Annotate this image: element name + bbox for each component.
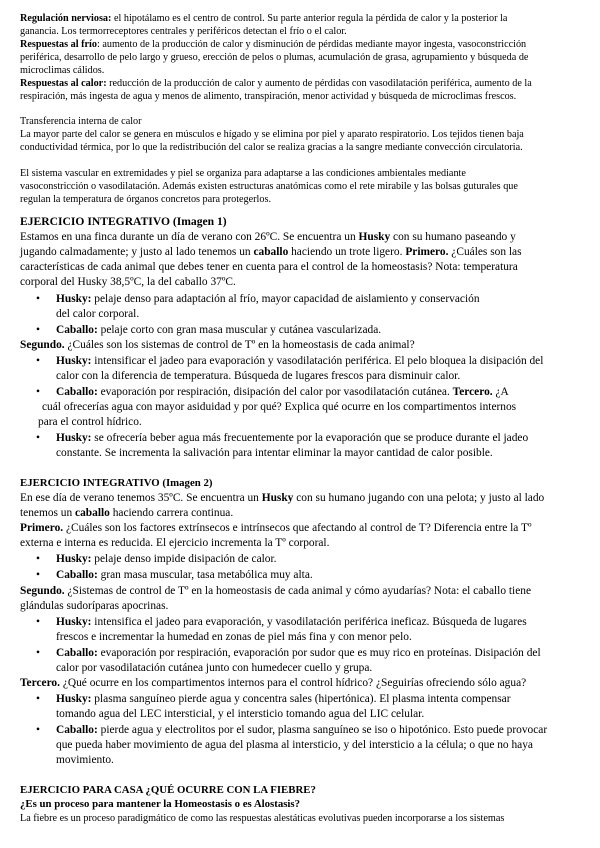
text-line: jugando calmadamente; y justo al lado tenemos un caballo haciendo un trote ligero. Primero. ¿Cuáles son las — [20, 246, 522, 258]
text-line: respiración, más ingesta de agua y menos de alimento, transpiración, menor actividad y búsqueda de microclimas frescos. — [20, 91, 517, 102]
bullet-icon: • — [36, 724, 40, 736]
text-line: Respuestas al calor: reducción de la producción de calor y aumento de pérdidas con vasodilatación periférica, aumento de la — [20, 78, 532, 89]
exercise-heading: EJERCICIO INTEGRATIVO (Imagen 1) — [20, 215, 227, 228]
text-line: externa e interna es reducida. El ejercicio incrementa la Tº corporal. — [20, 537, 330, 549]
section-title: Transferencia interna de calor — [20, 116, 142, 127]
text-line: La fiebre es un proceso paradigmático de como las respuestas alestáticas evolutivas pueden incorporarse a los sistemas — [20, 813, 505, 824]
list-item-continuation: frescos e incrementar la humedad en zonas de piel más fina y con menor pelo. — [56, 631, 412, 643]
text-line: Tercero. ¿Qué ocurre en los compartimentos internos para el control hídrico? ¿Seguirías ofreciendo sólo agua? — [20, 677, 527, 689]
text-line: conductividad térmica, por lo que la redistribución del calor se realiza gracias a la sangre mediante convección circulatoria. — [20, 142, 523, 153]
list-item-continuation: del calor corporal. — [56, 308, 140, 320]
bullet-icon: • — [36, 569, 40, 581]
list-item: Husky: se ofrecería beber agua más frecuentemente por la evaporación que se produce durante el jadeo — [56, 432, 529, 444]
text-line: vasoconstricción o vasodilatación. Además existen estructuras anatómicas como el rete mirabile y las bolsas guturales que — [20, 181, 518, 192]
text-line: Segundo. ¿Sistemas de control de Tº en la homeostasis de cada animal y cómo ayudarías? Nota: el caballo tiene — [20, 585, 532, 597]
text-line: En ese día de verano tenemos 35ºC. Se encuentra un Husky con su humano jugando con una pelota; y justo al lado — [20, 492, 545, 504]
bullet-icon: • — [36, 432, 40, 444]
text-line: El sistema vascular en extremidades y piel se organiza para adaptarse a las condiciones ambientales mediante — [20, 168, 466, 179]
list-item-continuation: calor por vasodilatación cutánea junto con humedecer cuello y grupa. — [56, 662, 373, 674]
list-item-continuation: calor con la diferencia de temperatura. Búsqueda de lugares frescos para disminuir calor. — [56, 370, 461, 382]
exercise-heading: EJERCICIO PARA CASA ¿QUÉ OCURRE CON LA FIEBRE? — [20, 784, 316, 796]
bullet-icon: • — [36, 324, 40, 336]
list-item: Caballo: evaporación por respiración, evaporación por sudor que es muy rico en proteínas. Disipación del — [56, 647, 541, 659]
bullet-icon: • — [36, 386, 40, 398]
text-line: La mayor parte del calor se genera en músculos e hígado y se elimina por piel y aparato respiratorio. Los tejidos tienen baja — [20, 129, 524, 140]
text-line: tenemos un caballo haciendo carrera continua. — [20, 507, 234, 519]
bullet-icon: • — [36, 355, 40, 367]
list-item-continuation: tomando agua del LEC intersticial, y el intersticio tomando agua del LIC celular. — [56, 708, 425, 720]
list-item: Husky: pelaje denso para adaptación al frío, mayor capacidad de aislamiento y conservación — [56, 293, 480, 305]
text-line: regulan la temperatura de órganos concretos para protegerlos. — [20, 194, 271, 205]
text-line: glándulas sudoríparas apocrinas. — [20, 600, 169, 612]
text-line: Estamos en una finca durante un día de verano con 26ºC. Se encuentra un Husky con su humano paseando y — [20, 231, 516, 243]
text-line: Respuestas al frío: aumento de la producción de calor y disminución de pérdidas mediante mayor ingesta, vasoconstricción — [20, 39, 527, 50]
text-line: características de cada animal que debes tener en cuenta para el control de la homeostasis? Nota: temperatura — [20, 261, 518, 273]
list-item: Husky: pelaje denso impide disipación de calor. — [56, 553, 277, 565]
exercise-heading: EJERCICIO INTEGRATIVO (Imagen 2) — [20, 477, 213, 489]
bullet-icon: • — [36, 693, 40, 705]
list-item: Caballo: pelaje corto con gran masa muscular y cutánea vascularizada. — [56, 324, 382, 336]
list-item: Husky: plasma sanguíneo pierde agua y concentra sales (hipertónica). El plasma intenta compensar — [56, 693, 511, 705]
text-line: Primero. ¿Cuáles son los factores extrínsecos e intrínsecos que afectando al control de T? Diferencia entre la Tº — [20, 522, 532, 534]
text-line: cuál ofrecerías agua con mayor asiduidad y por qué? Explica qué ocurre en los compartimentos internos — [42, 401, 517, 413]
text-line: Segundo. ¿Cuáles son los sistemas de control de Tº en la homeostasis de cada animal? — [20, 339, 415, 351]
exercise-subheading: ¿Es un proceso para mantener la Homeostasis o es Alostasis? — [20, 798, 301, 810]
bold-term: Regulación nerviosa: — [20, 13, 112, 24]
list-item: Husky: intensifica el jadeo para evaporación, y vasodilatación periférica ineficaz. Búsqueda de lugares — [56, 616, 527, 628]
list-item: Caballo: evaporación por respiración, disipación del calor por vasodilatación cutánea. Tercero. ¿A — [56, 386, 509, 398]
text-line: corporal del Husky 38,5ºC, la del caballo 37ºC. — [20, 276, 236, 288]
list-item-continuation: movimiento. — [56, 754, 114, 766]
bold-term: Respuestas al frío — [20, 39, 97, 50]
list-item-continuation: constante. Se incrementa la salivación para intentar eliminar la mayor cantidad de calor posible. — [56, 447, 493, 459]
list-item: Caballo: gran masa muscular, tasa metabólica muy alta. — [56, 569, 313, 581]
bullet-icon: • — [36, 647, 40, 659]
text-line: para el control hídrico. — [38, 416, 142, 428]
text-line: microclimas cálidos. — [20, 65, 105, 76]
text-line: periférica, desarrollo de pelo largo y grueso, erección de pelos o plumas, acumulación de grasa, agrupamiento y búsqueda de — [20, 52, 529, 63]
text-line: Regulación nerviosa: el hipotálamo es el centro de control. Su parte anterior regula la pérdida de calor y la posterior la — [20, 13, 508, 24]
list-item: Husky: intensificar el jadeo para evaporación y vasodilatación periférica. El pelo bloquea la disipación del — [56, 355, 544, 367]
text-line: ganancia. Los termorreceptores centrales y periféricos detectan el frío o el calor. — [20, 26, 347, 37]
bullet-icon: • — [36, 553, 40, 565]
bullet-icon: • — [36, 293, 40, 305]
list-item-continuation: que pueda haber movimiento de agua del plasma al intersticio, y del intersticio a la célula; o que no haya — [56, 739, 533, 751]
bold-term: Respuestas al calor: — [20, 78, 107, 89]
list-item: Caballo: pierde agua y electrolitos por el sudor, plasma sanguíneo se iso o hipotónico. Esto puede provocar — [56, 724, 548, 736]
bullet-icon: • — [36, 616, 40, 628]
